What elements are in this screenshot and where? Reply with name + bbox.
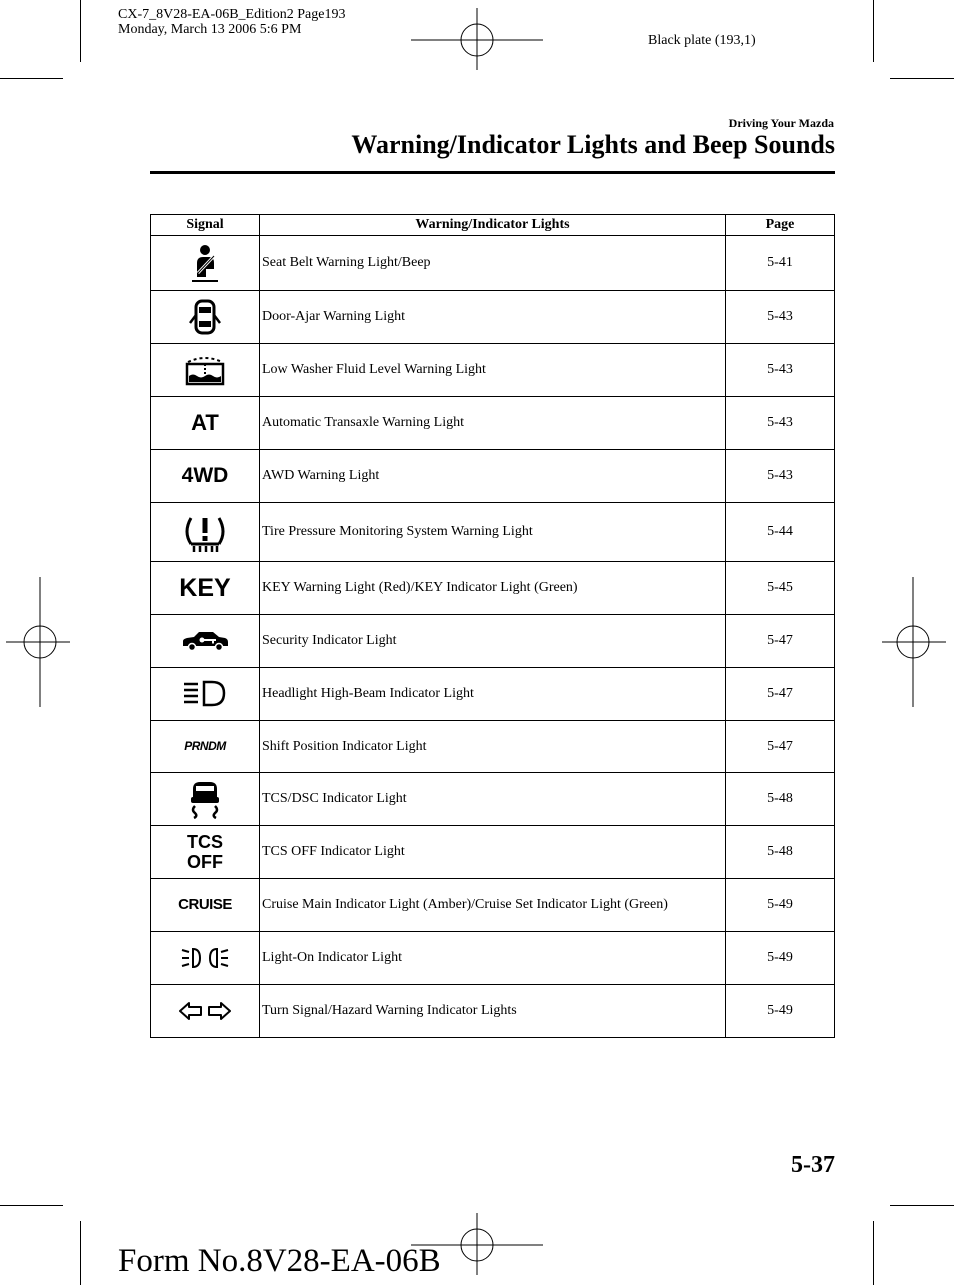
- table-row: [151, 236, 835, 291]
- crop-mark: [0, 1205, 63, 1206]
- plate-label: Black plate (193,1): [648, 33, 756, 48]
- light-name: Shift Position Indicator Light: [260, 721, 726, 773]
- table-row: [151, 985, 835, 1038]
- page-ref: 5-43: [726, 450, 835, 503]
- tcs-dsc-icon: [185, 779, 225, 819]
- page-ref: 5-41: [726, 236, 835, 291]
- table-header-row: [151, 215, 835, 236]
- key-icon: KEY: [179, 573, 231, 602]
- table-row: [151, 397, 835, 450]
- light-name: TCS/DSC Indicator Light: [260, 773, 726, 826]
- light-name: Automatic Transaxle Warning Light: [260, 397, 726, 450]
- light-name: Headlight High-Beam Indicator Light: [260, 668, 726, 721]
- washer-fluid-icon: [184, 352, 226, 388]
- header-light: Warning/Indicator Lights: [260, 215, 726, 236]
- table-row: [151, 721, 835, 773]
- indicator-table: [150, 214, 835, 1038]
- light-name: Low Washer Fluid Level Warning Light: [260, 344, 726, 397]
- title-rule: [150, 171, 835, 174]
- light-name: Light-On Indicator Light: [260, 932, 726, 985]
- page-ref: 5-43: [726, 397, 835, 450]
- light-name: AWD Warning Light: [260, 450, 726, 503]
- page-title: Warning/Indicator Lights and Beep Sounds: [351, 130, 835, 159]
- header-signal: Signal: [151, 215, 260, 236]
- light-name: Door-Ajar Warning Light: [260, 291, 726, 344]
- table-row: [151, 450, 835, 503]
- cruise-icon: CRUISE: [178, 896, 232, 913]
- tire-pressure-icon: [181, 510, 229, 554]
- page-ref: 5-47: [726, 615, 835, 668]
- page-ref: 5-49: [726, 879, 835, 932]
- high-beam-icon: [182, 679, 228, 709]
- page-ref: 5-48: [726, 773, 835, 826]
- light-name: Seat Belt Warning Light/Beep: [260, 236, 726, 291]
- tcs-off-icon-line1: TCS: [187, 832, 223, 852]
- table-row: [151, 932, 835, 985]
- light-on-icon: [180, 945, 230, 971]
- 4wd-icon: 4WD: [181, 464, 229, 487]
- door-ajar-icon: [188, 299, 222, 335]
- page-ref: 5-48: [726, 826, 835, 879]
- crop-mark: [80, 0, 81, 62]
- page-ref: 5-43: [726, 291, 835, 344]
- light-name: Turn Signal/Hazard Warning Indicator Lights: [260, 985, 726, 1038]
- light-name: Security Indicator Light: [260, 615, 726, 668]
- page-ref: 5-45: [726, 562, 835, 615]
- crop-mark: [873, 0, 874, 62]
- page-ref: 5-44: [726, 503, 835, 562]
- page-ref: 5-43: [726, 344, 835, 397]
- crop-mark: [873, 1221, 874, 1285]
- table-row: [151, 615, 835, 668]
- print-header-line2: Monday, March 13 2006 5:6 PM: [118, 22, 302, 37]
- table-row: [151, 291, 835, 344]
- crop-mark: [0, 78, 63, 79]
- light-name: TCS OFF Indicator Light: [260, 826, 726, 879]
- at-icon: AT: [191, 410, 219, 435]
- page-ref: 5-49: [726, 985, 835, 1038]
- page-ref: 5-49: [726, 932, 835, 985]
- table-row: [151, 879, 835, 932]
- registration-mark-right: [882, 577, 946, 707]
- shift-position-icon: PRNDM: [184, 738, 226, 753]
- print-header-line1: CX-7_8V28-EA-06B_Edition2 Page193: [118, 7, 346, 22]
- crop-mark: [80, 1221, 81, 1285]
- table-row: [151, 344, 835, 397]
- registration-mark-top: [411, 8, 543, 70]
- light-name: Tire Pressure Monitoring System Warning Light: [260, 503, 726, 562]
- page-number: 5-37: [791, 1152, 835, 1178]
- page-ref: 5-47: [726, 721, 835, 773]
- print-header: [118, 7, 345, 37]
- light-name: KEY Warning Light (Red)/KEY Indicator Light (Green): [260, 562, 726, 615]
- header-page: Page: [726, 215, 835, 236]
- turn-signal-icon: [178, 1000, 232, 1022]
- registration-mark-left: [6, 577, 70, 707]
- table-row: [151, 668, 835, 721]
- seat-belt-icon: [188, 243, 222, 283]
- light-name: Cruise Main Indicator Light (Amber)/Cruise Set Indicator Light (Green): [260, 879, 726, 932]
- table-row: [151, 503, 835, 562]
- section-label: Driving Your Mazda: [728, 116, 834, 130]
- tcs-off-icon-line2: OFF: [187, 852, 223, 872]
- table-row: [151, 562, 835, 615]
- crop-mark: [890, 1205, 954, 1206]
- page-ref: 5-47: [726, 668, 835, 721]
- form-number: Form No.8V28-EA-06B: [118, 1243, 441, 1279]
- tcs-off-icon: [151, 832, 259, 872]
- crop-mark: [890, 78, 954, 79]
- table-row: [151, 773, 835, 826]
- security-icon: [180, 629, 230, 653]
- table-row: [151, 826, 835, 879]
